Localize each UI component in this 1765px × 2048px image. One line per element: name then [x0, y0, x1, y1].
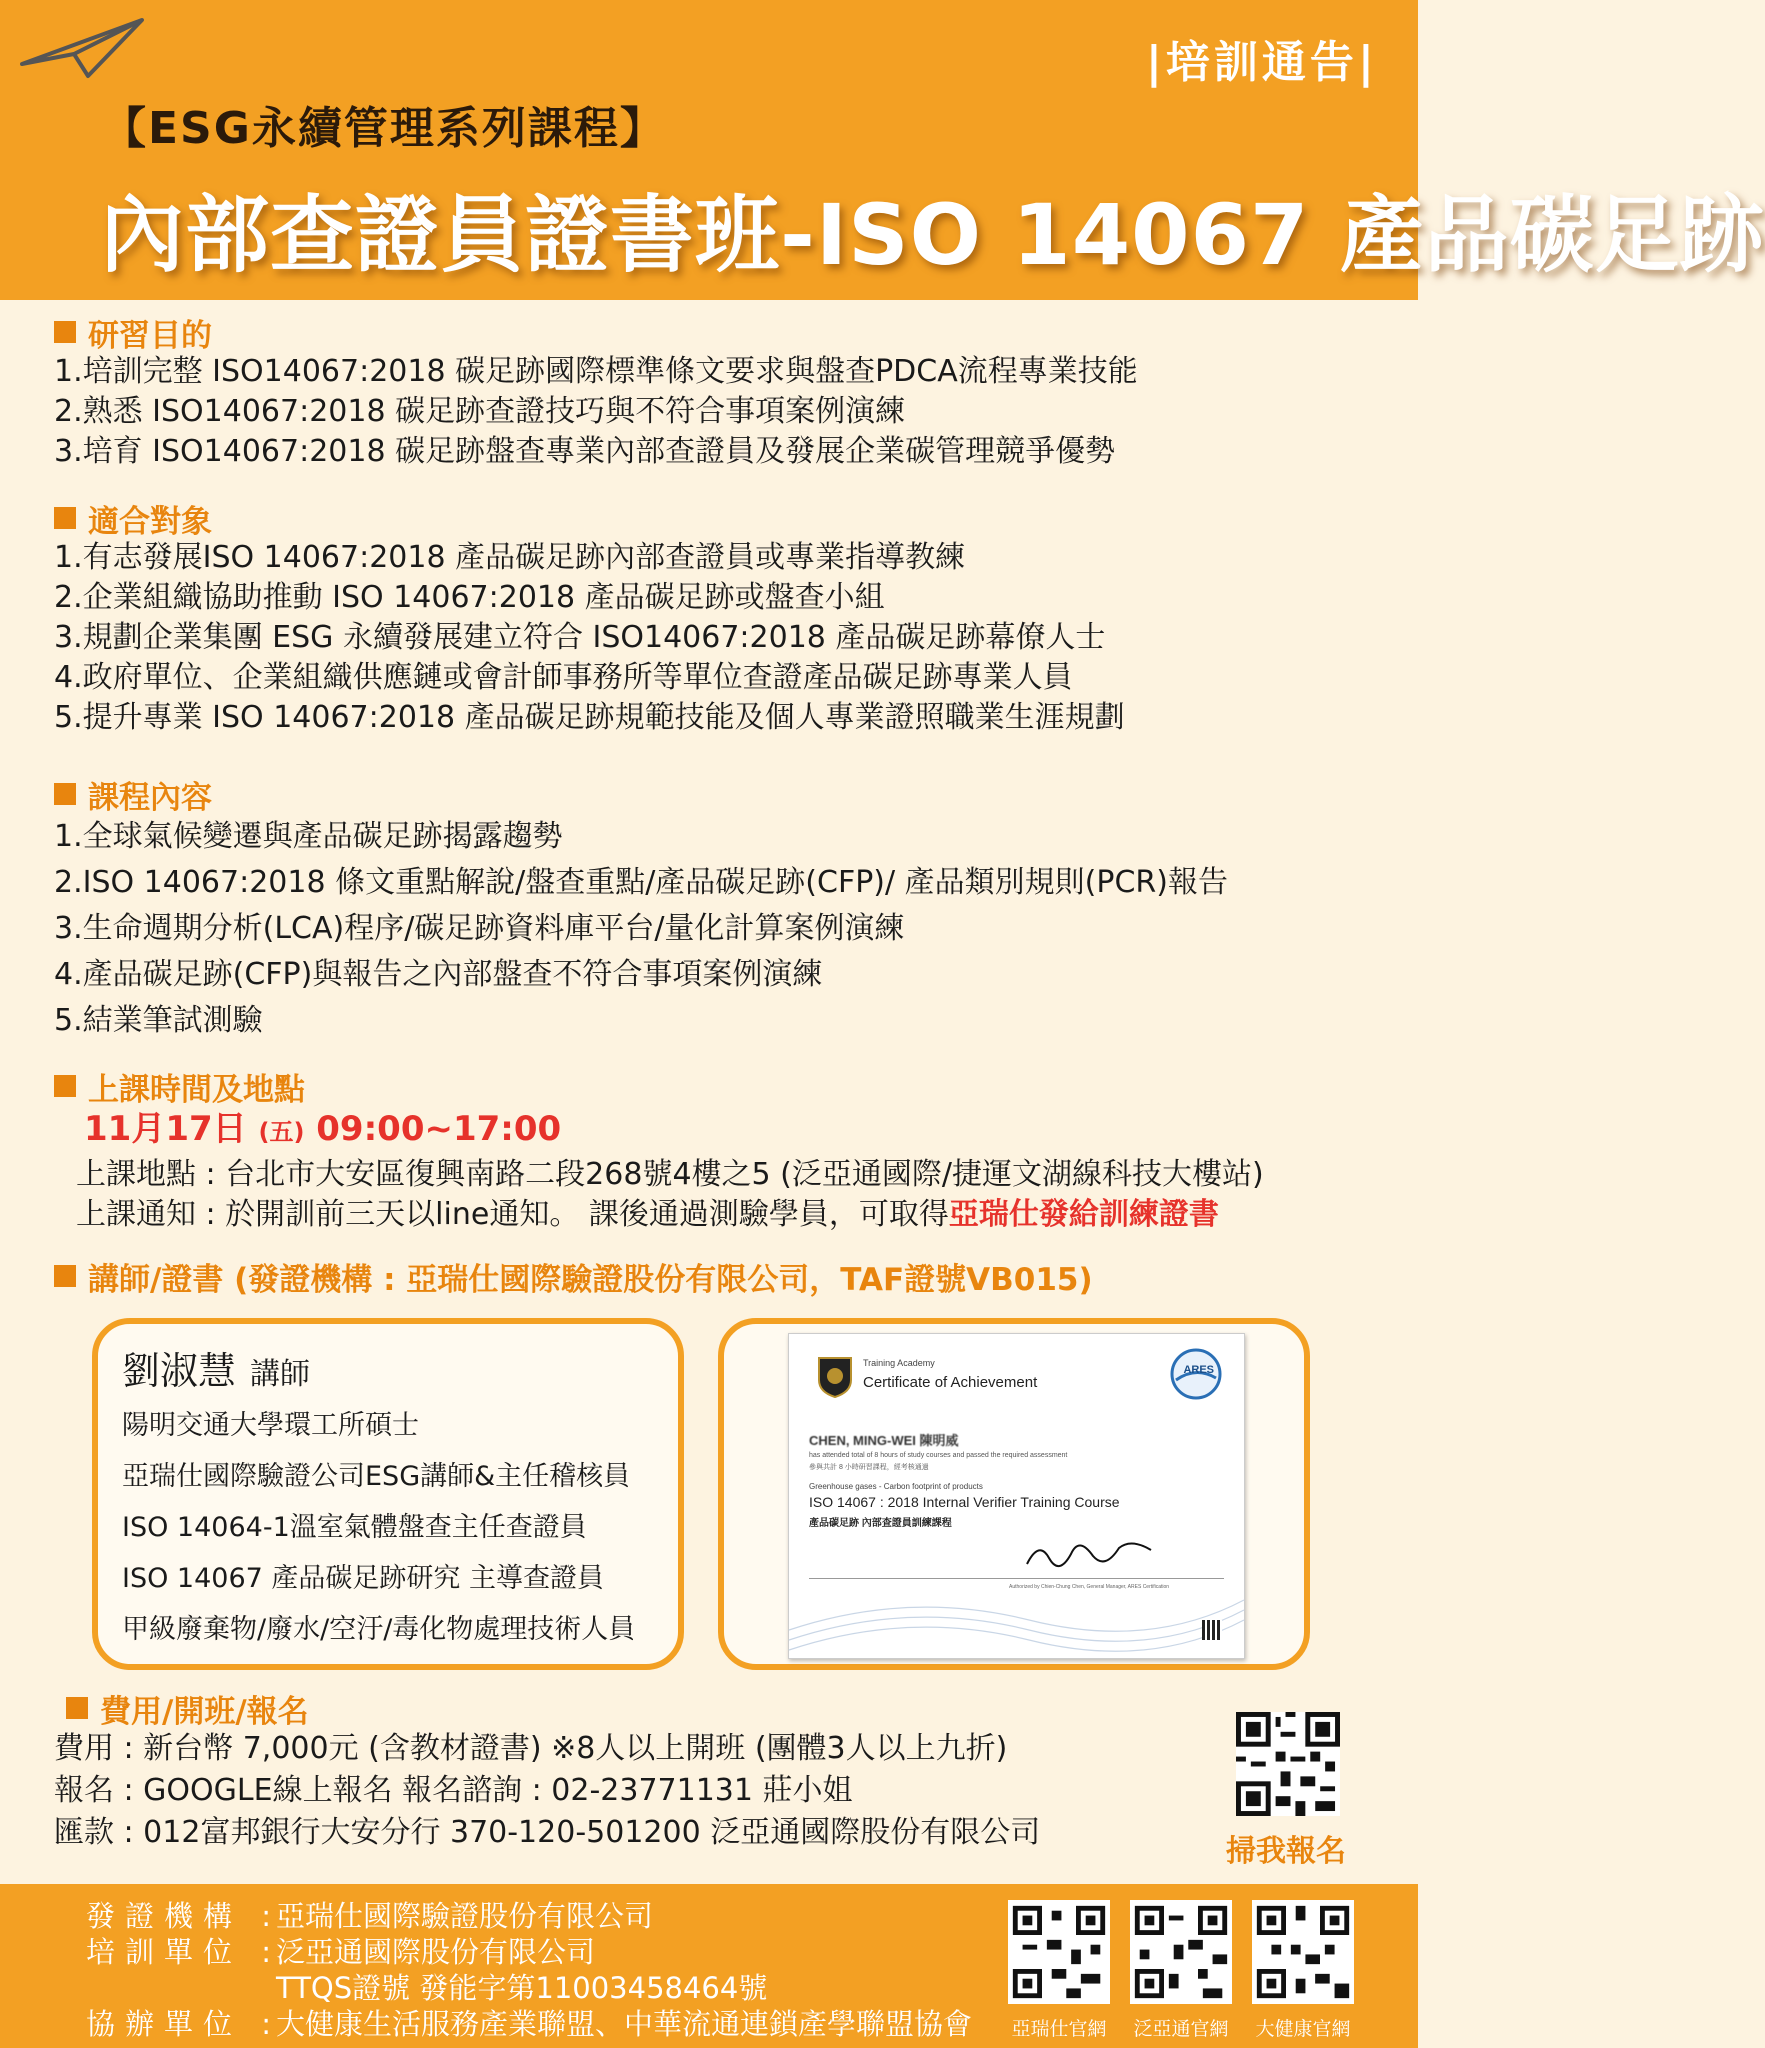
paper-plane-icon	[18, 14, 148, 84]
audience-section	[54, 498, 1125, 738]
cert-qr-icon	[1202, 1620, 1222, 1640]
remittance-line: 匯款 : 012富邦銀行大安分行 370-120-501200 泛亞通國際股份有限公司	[54, 1815, 1041, 1850]
credential-item: ISO 14067 產品碳足跡研究 主導查證員	[122, 1563, 604, 1594]
credential-item: 亞瑞仕國際驗證公司ESG講師&主任稽核員	[122, 1461, 631, 1492]
cert-course: ISO 14067 : 2018 Internal Verifier Training Course	[809, 1494, 1120, 1510]
instructor-section	[54, 1256, 1093, 1296]
fees-section	[54, 1688, 1040, 1854]
square-bullet-icon	[54, 321, 76, 343]
list-item: 2.企業組織協助推動 ISO 14067:2018 產品碳足跡或盤查小組	[54, 580, 885, 615]
list-item: 1.有志發展ISO 14067:2018 產品碳足跡內部查證員或專業指導教練	[54, 540, 966, 575]
square-bullet-icon	[54, 1265, 76, 1287]
objectives-section	[54, 312, 1138, 472]
list-item: 1.培訓完整 ISO14067:2018 碳足跡國際標準條文要求與盤查PDCA流程專業技能	[54, 354, 1138, 389]
notice-tag: |培訓通告|	[1145, 37, 1378, 88]
panasia-qr-code-icon[interactable]	[1130, 1900, 1232, 2004]
list-item: 3.規劃企業集團 ESG 永續發展建立符合 ISO14067:2018 產品碳足跡幕僚人士	[54, 620, 1106, 655]
list-item: 3.生命週期分析(LCA)程序/碳足跡資料庫平台/量化計算案例演練	[54, 911, 905, 946]
cert-signer: Authorized by Chien-Chung Chen, General Manager, ARES Certification	[1009, 1584, 1170, 1590]
footer-row-ttqs: TTQS證號 發能字第11003458464號	[276, 1971, 768, 2005]
instructor-name: 劉淑慧 講師	[122, 1349, 311, 1393]
instructor-card	[92, 1318, 684, 1670]
course-date: 11月17日 (五) 09:00~17:00	[84, 1109, 562, 1149]
square-bullet-icon	[54, 1075, 76, 1097]
academy-crest-icon	[817, 1356, 853, 1398]
notice-line: 上課通知 : 於開訓前三天以line通知。 課後通過測驗學員，可取得亞瑞仕發給訓練證書	[76, 1197, 1219, 1232]
scan-signup-label: 掃我報名	[1226, 1834, 1346, 1869]
location-line: 上課地點 : 台北市大安區復興南路二段268號4樓之5 (泛亞通國際/捷運文湖線科技大樓站)	[76, 1157, 1264, 1192]
header-banner	[0, 0, 1765, 300]
certificate-sample	[788, 1333, 1245, 1659]
health-alliance-qr-code-icon[interactable]	[1252, 1900, 1354, 2004]
cert-attended-zh: 參與共計 8 小時研習課程，經考核通過	[809, 1464, 929, 1471]
cert-wave-decoration	[789, 1570, 1244, 1658]
list-item: 1.全球氣候變遷與產品碳足跡揭露趨勢	[54, 819, 563, 854]
square-bullet-icon	[54, 783, 76, 805]
list-item: 5.結業筆試測驗	[54, 1003, 263, 1038]
list-item: 2.熟悉 ISO14067:2018 碳足跡查證技巧與不符合事項案例演練	[54, 394, 906, 429]
schedule-section	[54, 1066, 1264, 1235]
list-item: 2.ISO 14067:2018 條文重點解說/盤查重點/產品碳足跡(CFP)/ 產品類別規則(PCR)報告	[54, 865, 1228, 900]
list-item: 3.培育 ISO14067:2018 碳足跡盤查專業內部查證員及發展企業碳管理競爭優勢	[54, 434, 1116, 469]
cert-logo-text: ARES	[1183, 1364, 1214, 1376]
list-item: 4.產品碳足跡(CFP)與報告之內部盤查不符合事項案例演練	[54, 957, 823, 992]
square-bullet-icon	[66, 1697, 88, 1719]
credential-item: 陽明交通大學環工所碩士	[122, 1410, 419, 1441]
list-item: 4.政府單位、企業組織供應鏈或會計師事務所等單位查證產品碳足跡專業人員	[54, 660, 1073, 695]
qr-label: 泛亞通官網	[1133, 2018, 1229, 2040]
section-heading: 講師/證書 (發證機構 : 亞瑞仕國際驗證股份有限公司，TAF證號VB015)	[54, 1256, 1093, 1296]
square-bullet-icon	[54, 507, 76, 529]
fee-line: 費用 : 新台幣 7,000元 (含教材證書) ※8人以上開班 (團體3人以上九折)	[54, 1731, 1008, 1766]
content-section	[54, 774, 1228, 1044]
ares-qr-code-icon[interactable]	[1008, 1900, 1110, 2004]
cert-subject: Greenhouse gases - Carbon footprint of products	[809, 1482, 983, 1491]
section-heading: 上課時間及地點	[54, 1066, 1264, 1106]
list-item: 5.提升專業 ISO 14067:2018 產品碳足跡規範技能及個人專業證照職業生涯規劃	[54, 700, 1125, 735]
course-title: 內部查證員證書班-ISO 14067 產品碳足跡	[100, 186, 1765, 284]
cert-title: Certificate of Achievement	[863, 1374, 1038, 1391]
series-title: 【ESG永續管理系列課程】	[102, 103, 666, 154]
section-heading: 研習目的	[54, 312, 1138, 352]
footer-row-coorganizer: 協辦單位 :大健康生活服務產業聯盟、中華流通連鎖產學聯盟協會	[86, 2007, 973, 2041]
qr-label: 大健康官網	[1255, 2018, 1351, 2040]
cert-holder: CHEN, MING-WEI 陳明威	[809, 1433, 959, 1448]
footer-row-issuer: 發證機構 :亞瑞仕國際驗證股份有限公司	[86, 1899, 654, 1933]
section-heading: 課程內容	[54, 774, 1228, 814]
signup-qr-code-icon[interactable]	[1236, 1712, 1340, 1816]
qr-label: 亞瑞仕官網	[1011, 2018, 1107, 2040]
certificate-card	[718, 1318, 1310, 1670]
cert-attended: has attended total of 8 hours of study courses and passed the required assessment	[809, 1452, 1068, 1459]
cert-course-zh: 產品碳足跡 內部查證員訓練課程	[809, 1518, 952, 1529]
signup-line: 報名 : GOOGLE線上報名 報名諮詢 : 02-23771131 莊小姐	[54, 1773, 853, 1808]
credential-item: 甲級廢棄物/廢水/空汙/毒化物處理技術人員	[122, 1614, 636, 1645]
section-heading: 適合對象	[54, 498, 1125, 538]
footer-row-trainer: 培訓單位 :泛亞通國際股份有限公司	[86, 1935, 596, 1969]
cert-academy: Training Academy	[863, 1358, 935, 1368]
credential-item: ISO 14064-1溫室氣體盤查主任查證員	[122, 1512, 587, 1543]
section-heading: 費用/開班/報名	[66, 1688, 1040, 1728]
